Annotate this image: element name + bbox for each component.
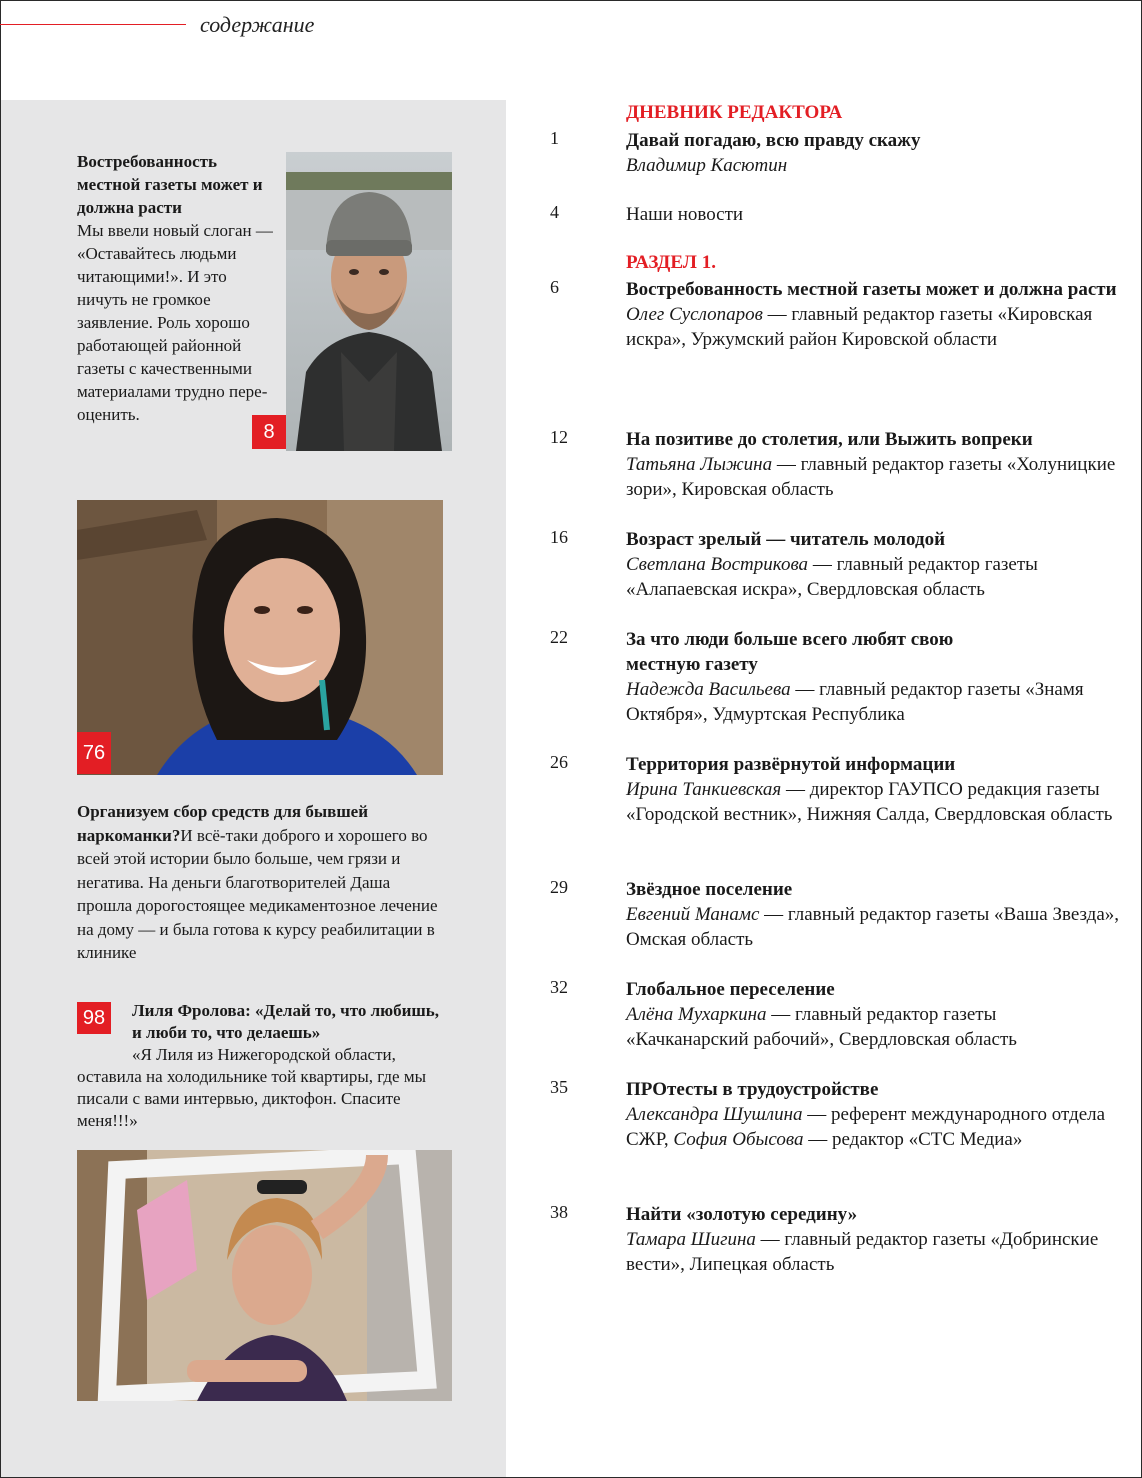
teaser-title: Организуем сбор средств для бывшей наркоманки? [77, 802, 369, 845]
page-badge: 98 [77, 1002, 111, 1034]
toc-page-number: 26 [550, 752, 568, 772]
toc-entry-description: — главный редактор газеты «Кировская искра», Уржумский район Кировской области [626, 304, 1093, 350]
toc-entry-description: — главный редактор газеты «Алапаевская искра», Свердловская область [626, 554, 1038, 600]
toc-entry-author: Алёна Мухаркина [626, 1004, 767, 1025]
toc-entry-author: Светлана Вострикова [626, 554, 809, 575]
toc-entry-description: — референт международного отдела СЖР, [626, 1104, 1106, 1150]
toc-entry-title: За что люди больше всего любят свою местную газету [626, 629, 954, 675]
toc-page-number: 1 [550, 128, 559, 148]
toc-entry-text: Наши новости [626, 204, 744, 225]
toc-entry-title: Востребованность местной газеты может и должна расти [626, 279, 1117, 300]
toc-page-number: 35 [550, 1077, 568, 1097]
toc-entry-description: — редактор «СТС Медиа» [803, 1129, 1023, 1150]
teaser-interview [77, 1000, 452, 1132]
teaser-text: «Я Лиля из Нижегородской области, оставила на холодильнике той квартиры, где мы писали с вами интервью, диктофон. Спасите меня!!!» [77, 1045, 427, 1130]
toc-entry-author: Надежда Васильева [626, 679, 791, 700]
header-rule [0, 24, 186, 25]
page-badge: 76 [77, 732, 111, 774]
teaser-title: Лиля Фролова: «Делай то, что любишь, и люби то, что делаешь» [132, 1001, 440, 1042]
toc-entry-title: Глобальное переселение [626, 979, 835, 1000]
toc-entry-author: Татьяна Лыжина [626, 454, 773, 475]
toc-page-number: 6 [550, 277, 559, 297]
section-heading-diary: ДНЕВНИК РЕДАКТОРА [626, 102, 843, 123]
toc-entry-author: Александра Шушлина [626, 1104, 803, 1125]
toc-entry-title: ПРОтесты в трудоустройстве [626, 1079, 879, 1100]
toc-entry-title: Территория развёрнутой информации [626, 754, 956, 775]
toc-page-number: 32 [550, 977, 568, 997]
toc-entry-title: Давай погадаю, всю правду скажу [626, 130, 921, 151]
teaser-text: Мы ввели новый слоган — «Оставайтесь людьми читающими!». И это ничуть не громкое заявление. Роль хорошо работающей районной газеты с качественными материалами трудно переоценить. [77, 221, 273, 424]
toc-entry-description: — директор ГАУПСО редакция газеты «Городской вестник», Нижняя Салда, Свердловская область [626, 779, 1113, 825]
toc-entry-author: Владимир Касютин [626, 155, 788, 176]
teaser-text: И всё-таки доброго и хорошего во всей этой истории было больше, чем грязи и негатива. На деньги благотворителей Даша прошла дорогостоящее медикаментозное лечение на дому — и была готова к курсу реабилитации в клинике [77, 825, 438, 962]
toc-page-number: 16 [550, 527, 568, 547]
toc-page-number: 22 [550, 627, 568, 647]
toc-entry-description: — главный редактор газеты «Добринские вести», Липецкая область [626, 1229, 1099, 1275]
toc-entry-description: — главный редактор газеты «Холуницкие зори», Кировская область [626, 454, 1116, 500]
page-badge: 8 [252, 415, 286, 449]
toc-page-number: 4 [550, 202, 559, 222]
teaser-title: Востребованность местной газеты может и должна расти [77, 152, 263, 217]
photo-woman-smiling [77, 500, 443, 775]
toc-entry-description: — главный редактор газеты «Качканарский рабочий», Свердловская область [626, 1004, 1017, 1050]
toc-page-number: 29 [550, 877, 568, 897]
toc-page-number: 12 [550, 427, 568, 447]
toc-page-number: 38 [550, 1202, 568, 1222]
toc-entry-title: На позитиве до столетия, или Выжить вопреки [626, 429, 1033, 450]
toc-entry-title: Найти «золотую середину» [626, 1204, 858, 1225]
photo-woman-frame [77, 1150, 452, 1401]
toc-entry-description: — главный редактор газеты «Ваша Звезда», Омская область [626, 904, 1120, 950]
toc-entry-author: Тамара Шигина [626, 1229, 756, 1250]
toc-entry-description: — главный редактор газеты «Знамя Октября», Удмуртская Республика [626, 679, 1084, 725]
toc-entry-author: София Обысова [673, 1129, 804, 1150]
teaser-demand [77, 150, 277, 426]
toc-entry-author: Олег Суслопаров [626, 304, 763, 325]
teaser-fundraising [77, 800, 449, 965]
page-title: содержание [200, 12, 315, 37]
toc-entry-title: Звёздное поселение [626, 879, 793, 900]
toc-entry-title: Возраст зрелый — читатель молодой [626, 529, 946, 550]
section-heading-1: РАЗДЕЛ 1. [626, 252, 716, 273]
toc-entry-author: Ирина Танкиевская [626, 779, 782, 800]
photo-man-in-hat [286, 152, 452, 451]
toc-entry-author: Евгений Манамс [626, 904, 760, 925]
